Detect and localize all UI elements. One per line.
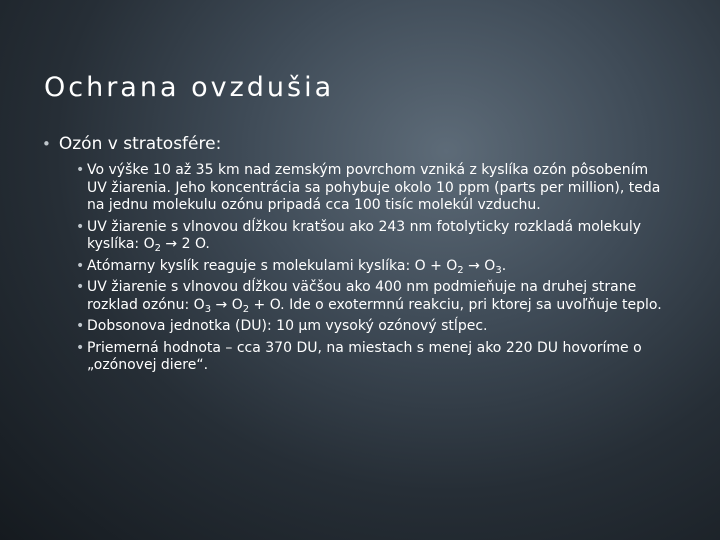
bullet-text: Dobsonova jednotka (DU): 10 μm vysoký ozónový stĺpec. <box>87 318 488 334</box>
subscript: 2 <box>154 243 161 254</box>
bullet-text: Vo výške 10 až 35 km nad zemským povrchom vzniká z kyslíka ozón pôsobením UV žiarenia. Jeho koncentrácia sa pohybuje okolo 10 ppm (parts per million), teda na jednu molekulu ozónu pripadá cca 100 tisíc molekúl vzduchu. <box>87 162 661 213</box>
bullet-text-mid: → O <box>463 257 496 274</box>
subscript: 2 <box>457 264 464 276</box>
bullet-text-tail: . <box>501 257 507 274</box>
bullet-list <box>76 162 672 379</box>
slide-title: Ochrana ovzdušia <box>44 72 335 103</box>
bullet-text: Priemerná hodnota – cca 370 DU, na miestach s menej ako 220 DU hovoríme o „ozónovej diere“. <box>87 339 642 373</box>
list-item <box>76 162 672 215</box>
bullet-text-mid: → O <box>211 296 243 313</box>
bullet-text-tail: → 2 O. <box>160 236 210 252</box>
list-item <box>76 340 672 375</box>
list-item <box>76 318 672 336</box>
heading-bullet <box>42 134 682 154</box>
bullet-text: UV žiarenie s vlnovou dĺžkou väčšou ako 400 nm podmieňuje na druhej strane rozklad ozónu: O <box>87 279 637 313</box>
list-item <box>76 258 672 276</box>
subscript: 2 <box>242 303 250 315</box>
bullet-text: UV žiarenie s vlnovou dĺžkou kratšou ako 243 nm fotolyticky rozkladá molekuly kyslíka: O <box>87 218 642 252</box>
bullet-text-tail: + O. Ide o exotermnú reakciu, pri ktorej sa uvoľňuje teplo. <box>249 296 662 313</box>
bullet-icon: • <box>42 135 51 153</box>
subscript: 3 <box>495 264 502 276</box>
heading-text: Ozón v stratosfére: <box>58 134 222 154</box>
subscript: 3 <box>204 303 212 315</box>
bullet-text: Atómarny kyslík reaguje s molekulami kyslíka: O + O <box>87 257 458 274</box>
list-item <box>76 219 672 254</box>
list-item <box>76 279 672 314</box>
